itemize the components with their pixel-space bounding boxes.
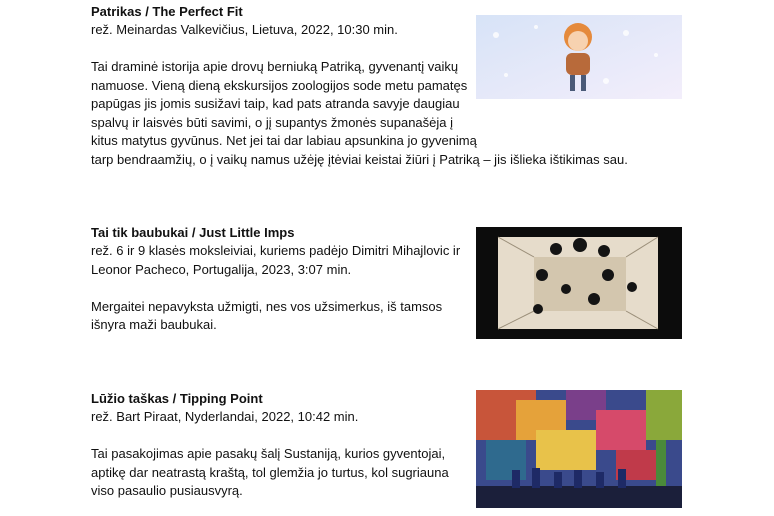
film-title: Tai tik baubukai / Just Little Imps [91,225,295,240]
film-still-image [476,15,682,127]
film-description-text: Tai draminė istorija apie drovų berniuką Patriką, gyvenantį vaikų namuose. Vieną dieną ekskursijos zoologijos sode metu pamatęs papūgas jis jomis susižavi taip, kad pats atranda savyje daugiau spalvų ir laisvės būti savimi, o jį supantys žmonės supanašėja į kitus matytus gyvūnus. Net jei tai dar labiau apsunkina jo gyvenimą tarp bendraamžių, o į vaikų namus užėję įtėviai keistai žiūri į Patriką – jis išlieka ištikimas sau. [91,59,628,167]
film-credits: rež. Bart Piraat, Nyderlandai, 2022, 10:42 min. [91,409,359,424]
film-description: Mergaitei nepavyksta užmigti, nes vos užsimerkus, iš tamsos išnyra maži baubukai. [91,298,443,332]
film-description: Tai pasakojimas apie pasakų šalį Sustaniją, kurios gyventojai, aptikę dar neatrastą kraštą, tol glemžia jo turtus, kol sugriauna viso pasaulio pusiausvyrą. [91,446,449,498]
film-still-image [476,390,682,508]
film-entry [91,390,691,501]
film-title: Lūžio taškas / Tipping Point [91,391,263,406]
film-credits: rež. 6 ir 9 klasės moksleiviai, kuriems padėjo Dimitri Mihajlovic ir Leonor Pacheco, Portugalija, 2023, 3:07 min. [91,243,461,277]
film-entry [91,3,691,169]
film-title: Patrikas / The Perfect Fit [91,4,243,19]
film-entry [91,224,691,335]
film-still-image [476,227,682,339]
film-credits: rež. Meinardas Valkevičius, Lietuva, 2022, 10:30 min. [91,22,398,37]
